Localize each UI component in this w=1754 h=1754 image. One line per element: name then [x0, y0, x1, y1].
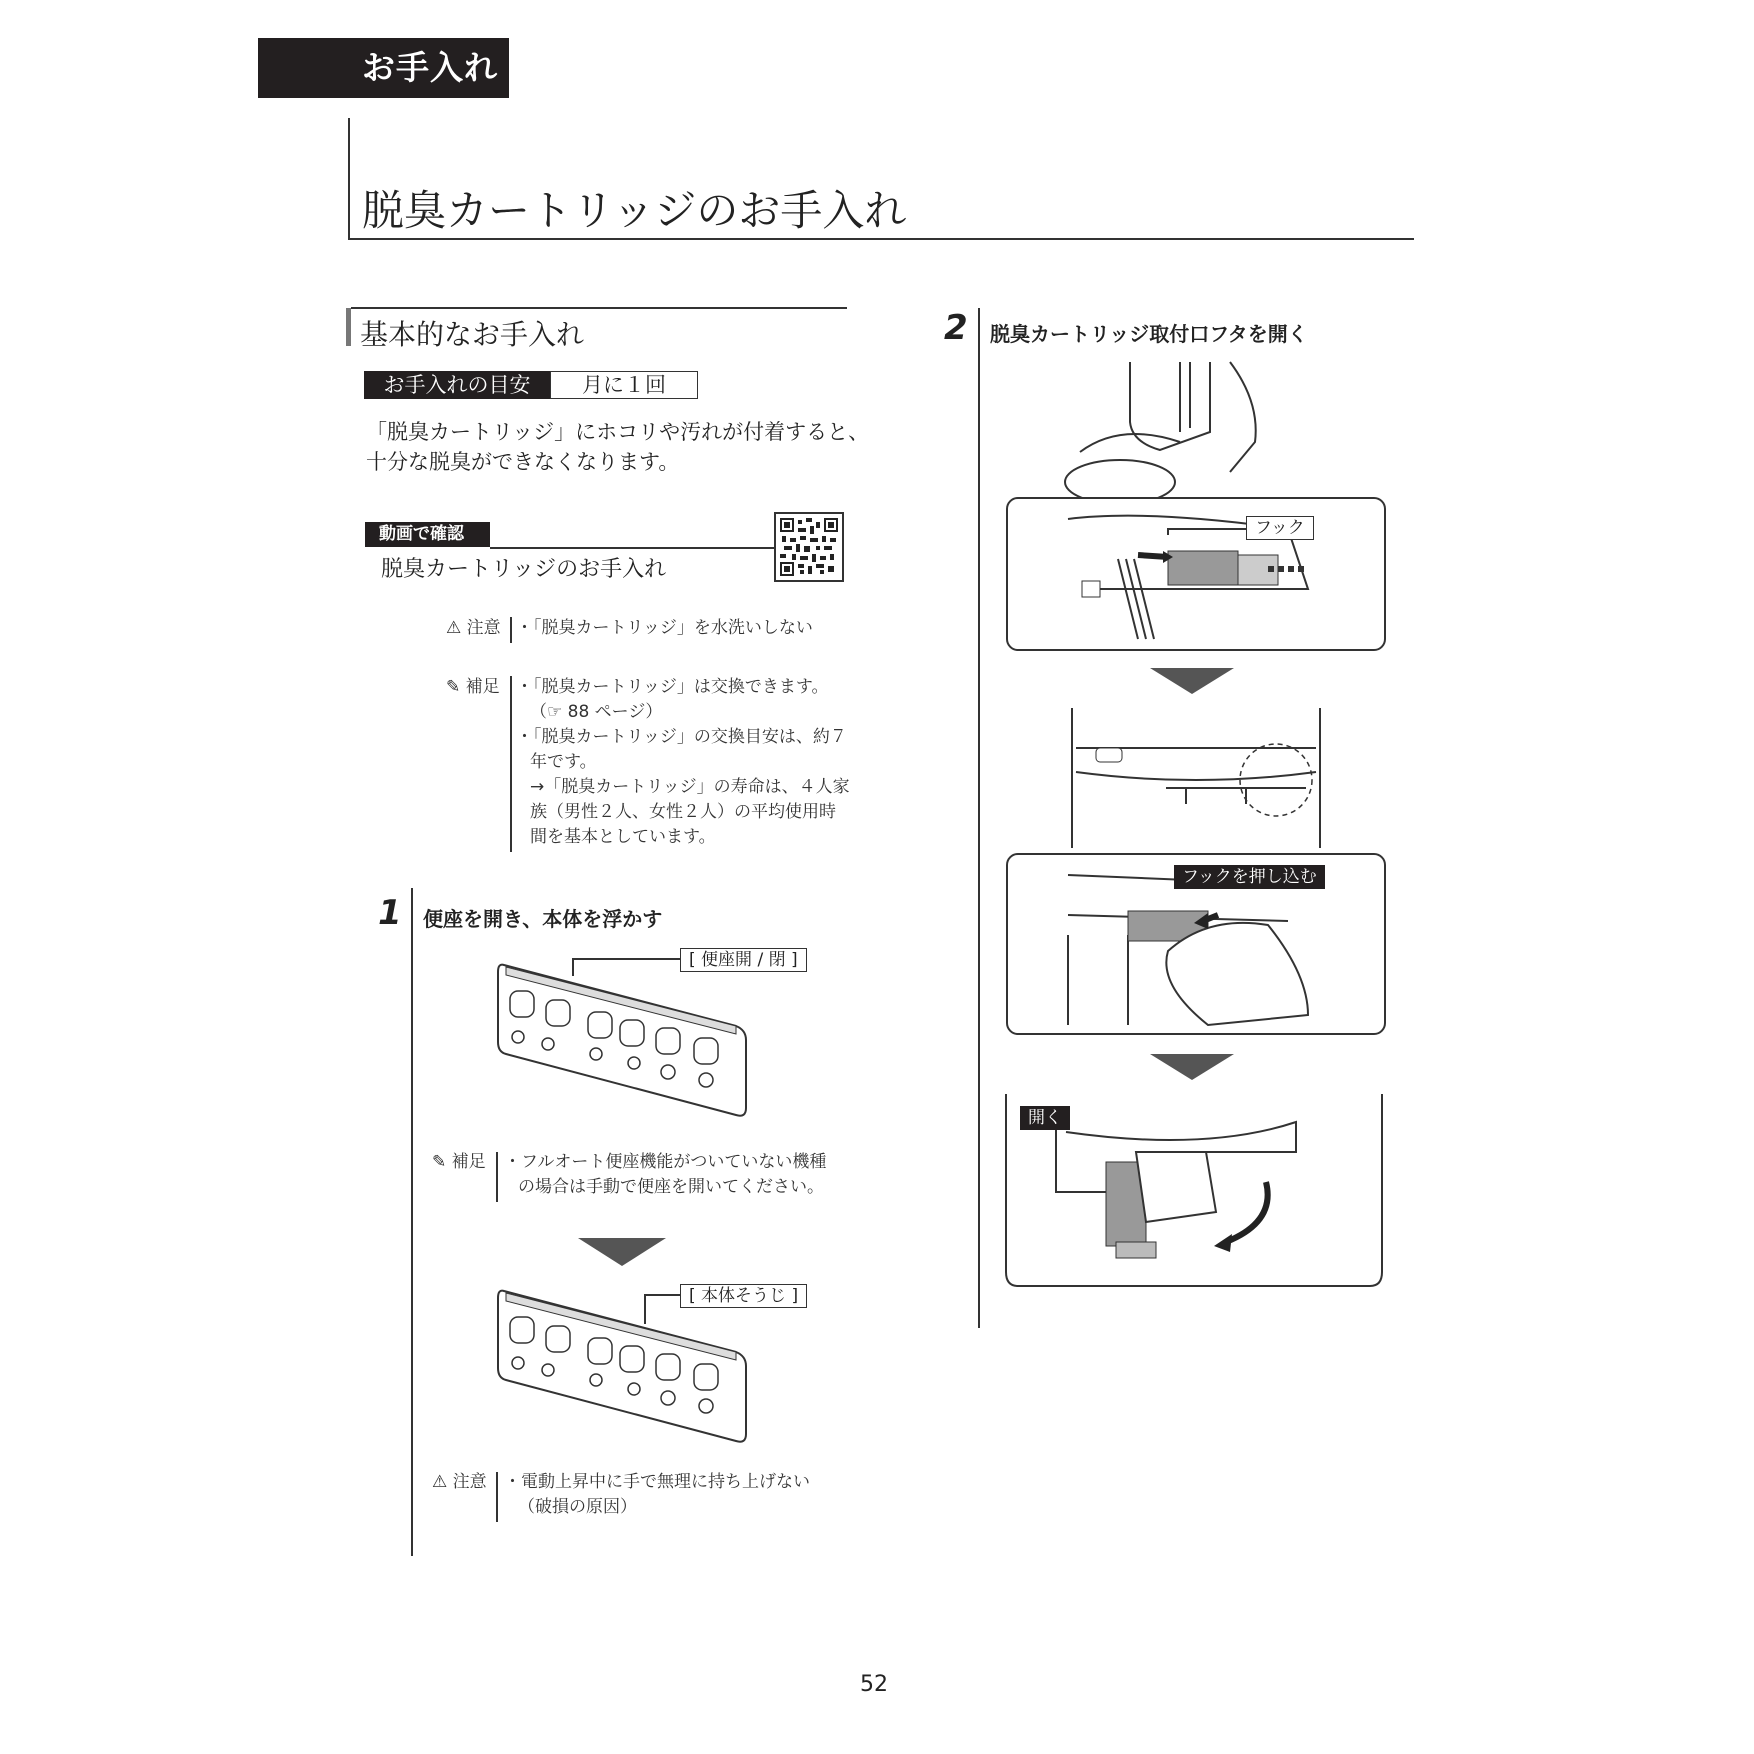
intro-line: 十分な脱臭ができなくなります。 [366, 450, 680, 474]
title-rule-vertical [348, 118, 350, 240]
page-number: 52 [860, 1672, 888, 1697]
subheading: 基本的なお手入れ [360, 318, 585, 351]
caution-line: ・電動上昇中に手で無理に持ち上げない [504, 1472, 810, 1492]
remote-control-illustration [496, 960, 756, 1120]
callout-seat-open-close: [ 便座開 / 閉 ] [680, 948, 807, 972]
step1-caution-bar [496, 1472, 498, 1522]
toilet-illustration [1060, 362, 1270, 502]
step2-rule [978, 308, 980, 1328]
section-tab: お手入れ [258, 38, 509, 98]
guide-label: お手入れの目安 [364, 371, 550, 399]
supplement-line: 間を基本としています。 [530, 827, 716, 847]
supplement-line: （☞ 88 ページ） [530, 702, 663, 722]
warning-icon: ⚠ [446, 618, 462, 638]
caution-bar [510, 617, 512, 643]
supplement-line: ・「脱臭カートリッジ」は交換できます。 [516, 677, 829, 697]
warning-icon: ⚠ [432, 1472, 448, 1492]
supplement-text [516, 675, 850, 850]
intro-text [366, 417, 869, 477]
callout-push-hook: フックを押し込む [1174, 865, 1325, 889]
callout-leader [572, 958, 574, 976]
supplement-line: の場合は手動で便座を開いてください。 [518, 1177, 824, 1197]
step1-caution-label: ⚠ 注意 [432, 1472, 487, 1492]
down-arrow-icon [1150, 1052, 1234, 1082]
supplement-line: 年です。 [530, 752, 597, 772]
hook-figure [1006, 497, 1386, 651]
video-tag: 動画で確認 [365, 522, 490, 547]
step1-title: 便座を開き、本体を浮かす [423, 907, 663, 931]
intro-line: 「脱臭カートリッジ」にホコリや汚れが付着すると、 [366, 420, 870, 444]
push-hook-figure [1006, 853, 1386, 1035]
page-title: 脱臭カートリッジのお手入れ [362, 186, 907, 235]
supplement-label: ✎ 補足 [446, 677, 500, 697]
pencil-icon: ✎ [446, 677, 461, 697]
step1-supplement-label: ✎ 補足 [432, 1152, 486, 1172]
video-rule [490, 547, 774, 549]
supplement-bar [510, 676, 512, 852]
supplement-line: ・「脱臭カートリッジ」の交換目安は、約７ [516, 727, 847, 747]
step1-caution-text [504, 1470, 810, 1520]
step1-number: 1 [378, 893, 402, 933]
callout-leader [644, 1294, 646, 1324]
down-arrow-icon [578, 1236, 666, 1268]
caution-label: ⚠ 注意 [446, 618, 501, 638]
supplement-line: →「脱臭カートリッジ」の寿命は、４人家 [530, 777, 850, 797]
caution-line: （破損の原因） [518, 1497, 637, 1517]
step1-supplement-text [504, 1150, 826, 1200]
step1-supplement-bar [496, 1152, 498, 1202]
toilet-front-illustration [1066, 708, 1326, 848]
supplement-line: ・フルオート便座機能がついていない機種 [504, 1152, 827, 1172]
callout-body-cleaning: [ 本体そうじ ] [680, 1284, 807, 1308]
step2-number: 2 [944, 308, 968, 348]
video-title: 脱臭カートリッジのお手入れ [381, 557, 667, 582]
subheading-marker [346, 308, 351, 346]
caution-text: ・「脱臭カートリッジ」を水洗いしない [516, 618, 813, 638]
title-rule-horizontal [348, 238, 1414, 240]
callout-open: 開く [1020, 1106, 1070, 1130]
callout-leader [644, 1294, 680, 1296]
subheading-rule [351, 307, 847, 309]
qr-code-icon [780, 518, 838, 576]
guide-value: 月に１回 [550, 371, 698, 399]
pencil-icon: ✎ [432, 1152, 447, 1172]
qr-code[interactable] [774, 512, 844, 582]
step1-rule [411, 888, 413, 1556]
remote-control-illustration [496, 1286, 756, 1446]
cartridge-hook-illustration [1008, 499, 1384, 649]
down-arrow-icon [1150, 666, 1234, 696]
supplement-line: 族（男性２人、女性２人）の平均使用時 [530, 802, 836, 822]
step2-title: 脱臭カートリッジ取付口フタを開く [990, 322, 1308, 346]
callout-leader [572, 958, 680, 960]
callout-hook: フック [1246, 516, 1314, 540]
open-lid-figure [1006, 1092, 1382, 1287]
